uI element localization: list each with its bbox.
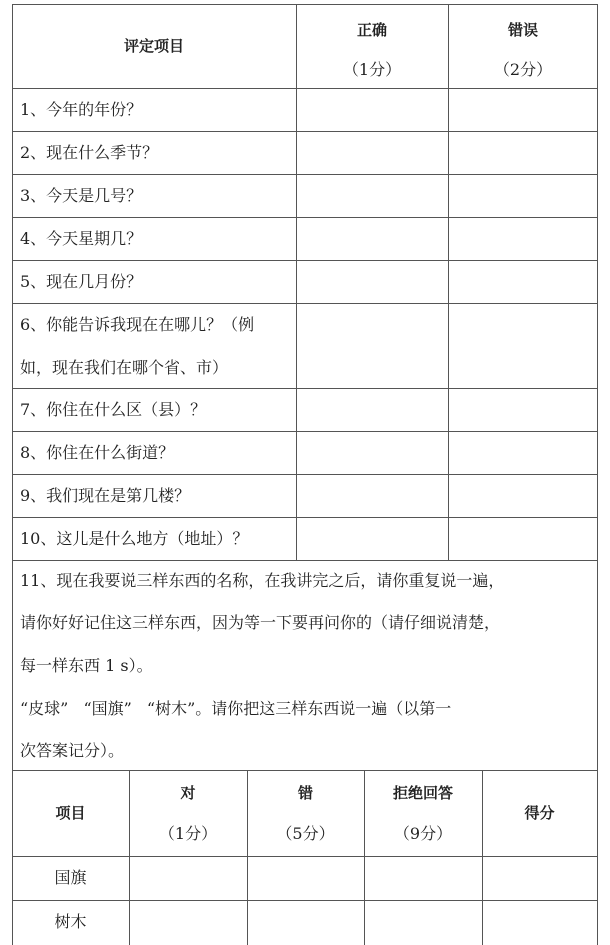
rule: [482, 770, 483, 945]
rule: [12, 260, 598, 261]
question-3: 3、今天是几号？: [20, 186, 143, 205]
t2-header-right: 对: [180, 784, 196, 802]
q11-line-5: 次答案记分）。: [20, 741, 125, 760]
rule: [12, 303, 598, 304]
header-wrong-score: （2分）: [493, 60, 553, 79]
t2-row-flag: 国旗: [54, 868, 87, 887]
t2-header-refuse: 拒绝回答: [392, 784, 453, 802]
assessment-form: [12, 4, 598, 945]
question-5: 5、现在几月份？: [20, 272, 143, 291]
t2-header-right-score: （1分）: [158, 824, 218, 843]
t2-header-item: 项目: [55, 804, 86, 822]
question-7: 7、你住在什么区（县）？: [20, 400, 207, 419]
q11-line-3: 每一样东西 1 s）。: [20, 656, 153, 675]
t2-header-refuse-score: （9分）: [393, 824, 453, 843]
question-2: 2、现在什么季节？: [20, 143, 159, 162]
t2-row-tree: 树木: [54, 912, 87, 931]
rule: [12, 474, 598, 475]
question-1: 1、今年的年份？: [20, 100, 143, 119]
question-10: 10、这儿是什么地方（地址）？: [20, 529, 249, 548]
header-wrong: 错误: [507, 21, 538, 39]
header-item: 评定项目: [123, 37, 184, 55]
question-6-line-1: 6、你能告诉我现在在哪儿？（例: [20, 315, 255, 334]
rule: [12, 431, 598, 432]
rule: [12, 88, 598, 89]
t2-header-score: 得分: [524, 804, 555, 822]
question-8: 8、你住在什么街道？: [20, 443, 175, 462]
header-correct: 正确: [356, 21, 387, 39]
rule: [296, 4, 297, 560]
rule: [12, 174, 598, 175]
rule: [12, 560, 598, 561]
rule: [448, 4, 449, 560]
q11-line-4: “皮球” “国旗” “树木”。请你把这三样东西说一遍（以第一: [20, 699, 452, 718]
rule: [12, 388, 598, 389]
t2-header-wrong-score: （5分）: [276, 824, 335, 843]
rule: [12, 131, 598, 132]
rule: [597, 4, 598, 945]
question-6-line-2: 如，现在我们在哪个省、市）: [20, 358, 229, 377]
rule: [12, 770, 598, 771]
q11-line-2: 请你好好记住这三样东西，因为等一下要再问你的（请仔细说清楚，: [20, 613, 501, 632]
question-4: 4、今天星期几？: [20, 229, 143, 248]
question-9: 9、我们现在是第几楼？: [20, 486, 191, 505]
rule: [12, 217, 598, 218]
t2-header-wrong: 错: [297, 784, 313, 802]
q11-line-1: 11、现在我要说三样东西的名称，在我讲完之后，请你重复说一遍，: [20, 571, 505, 590]
rule: [12, 4, 598, 5]
rule: [12, 900, 598, 901]
header-correct-score: （1分）: [342, 60, 402, 79]
rule: [12, 517, 598, 518]
rule: [12, 856, 598, 857]
